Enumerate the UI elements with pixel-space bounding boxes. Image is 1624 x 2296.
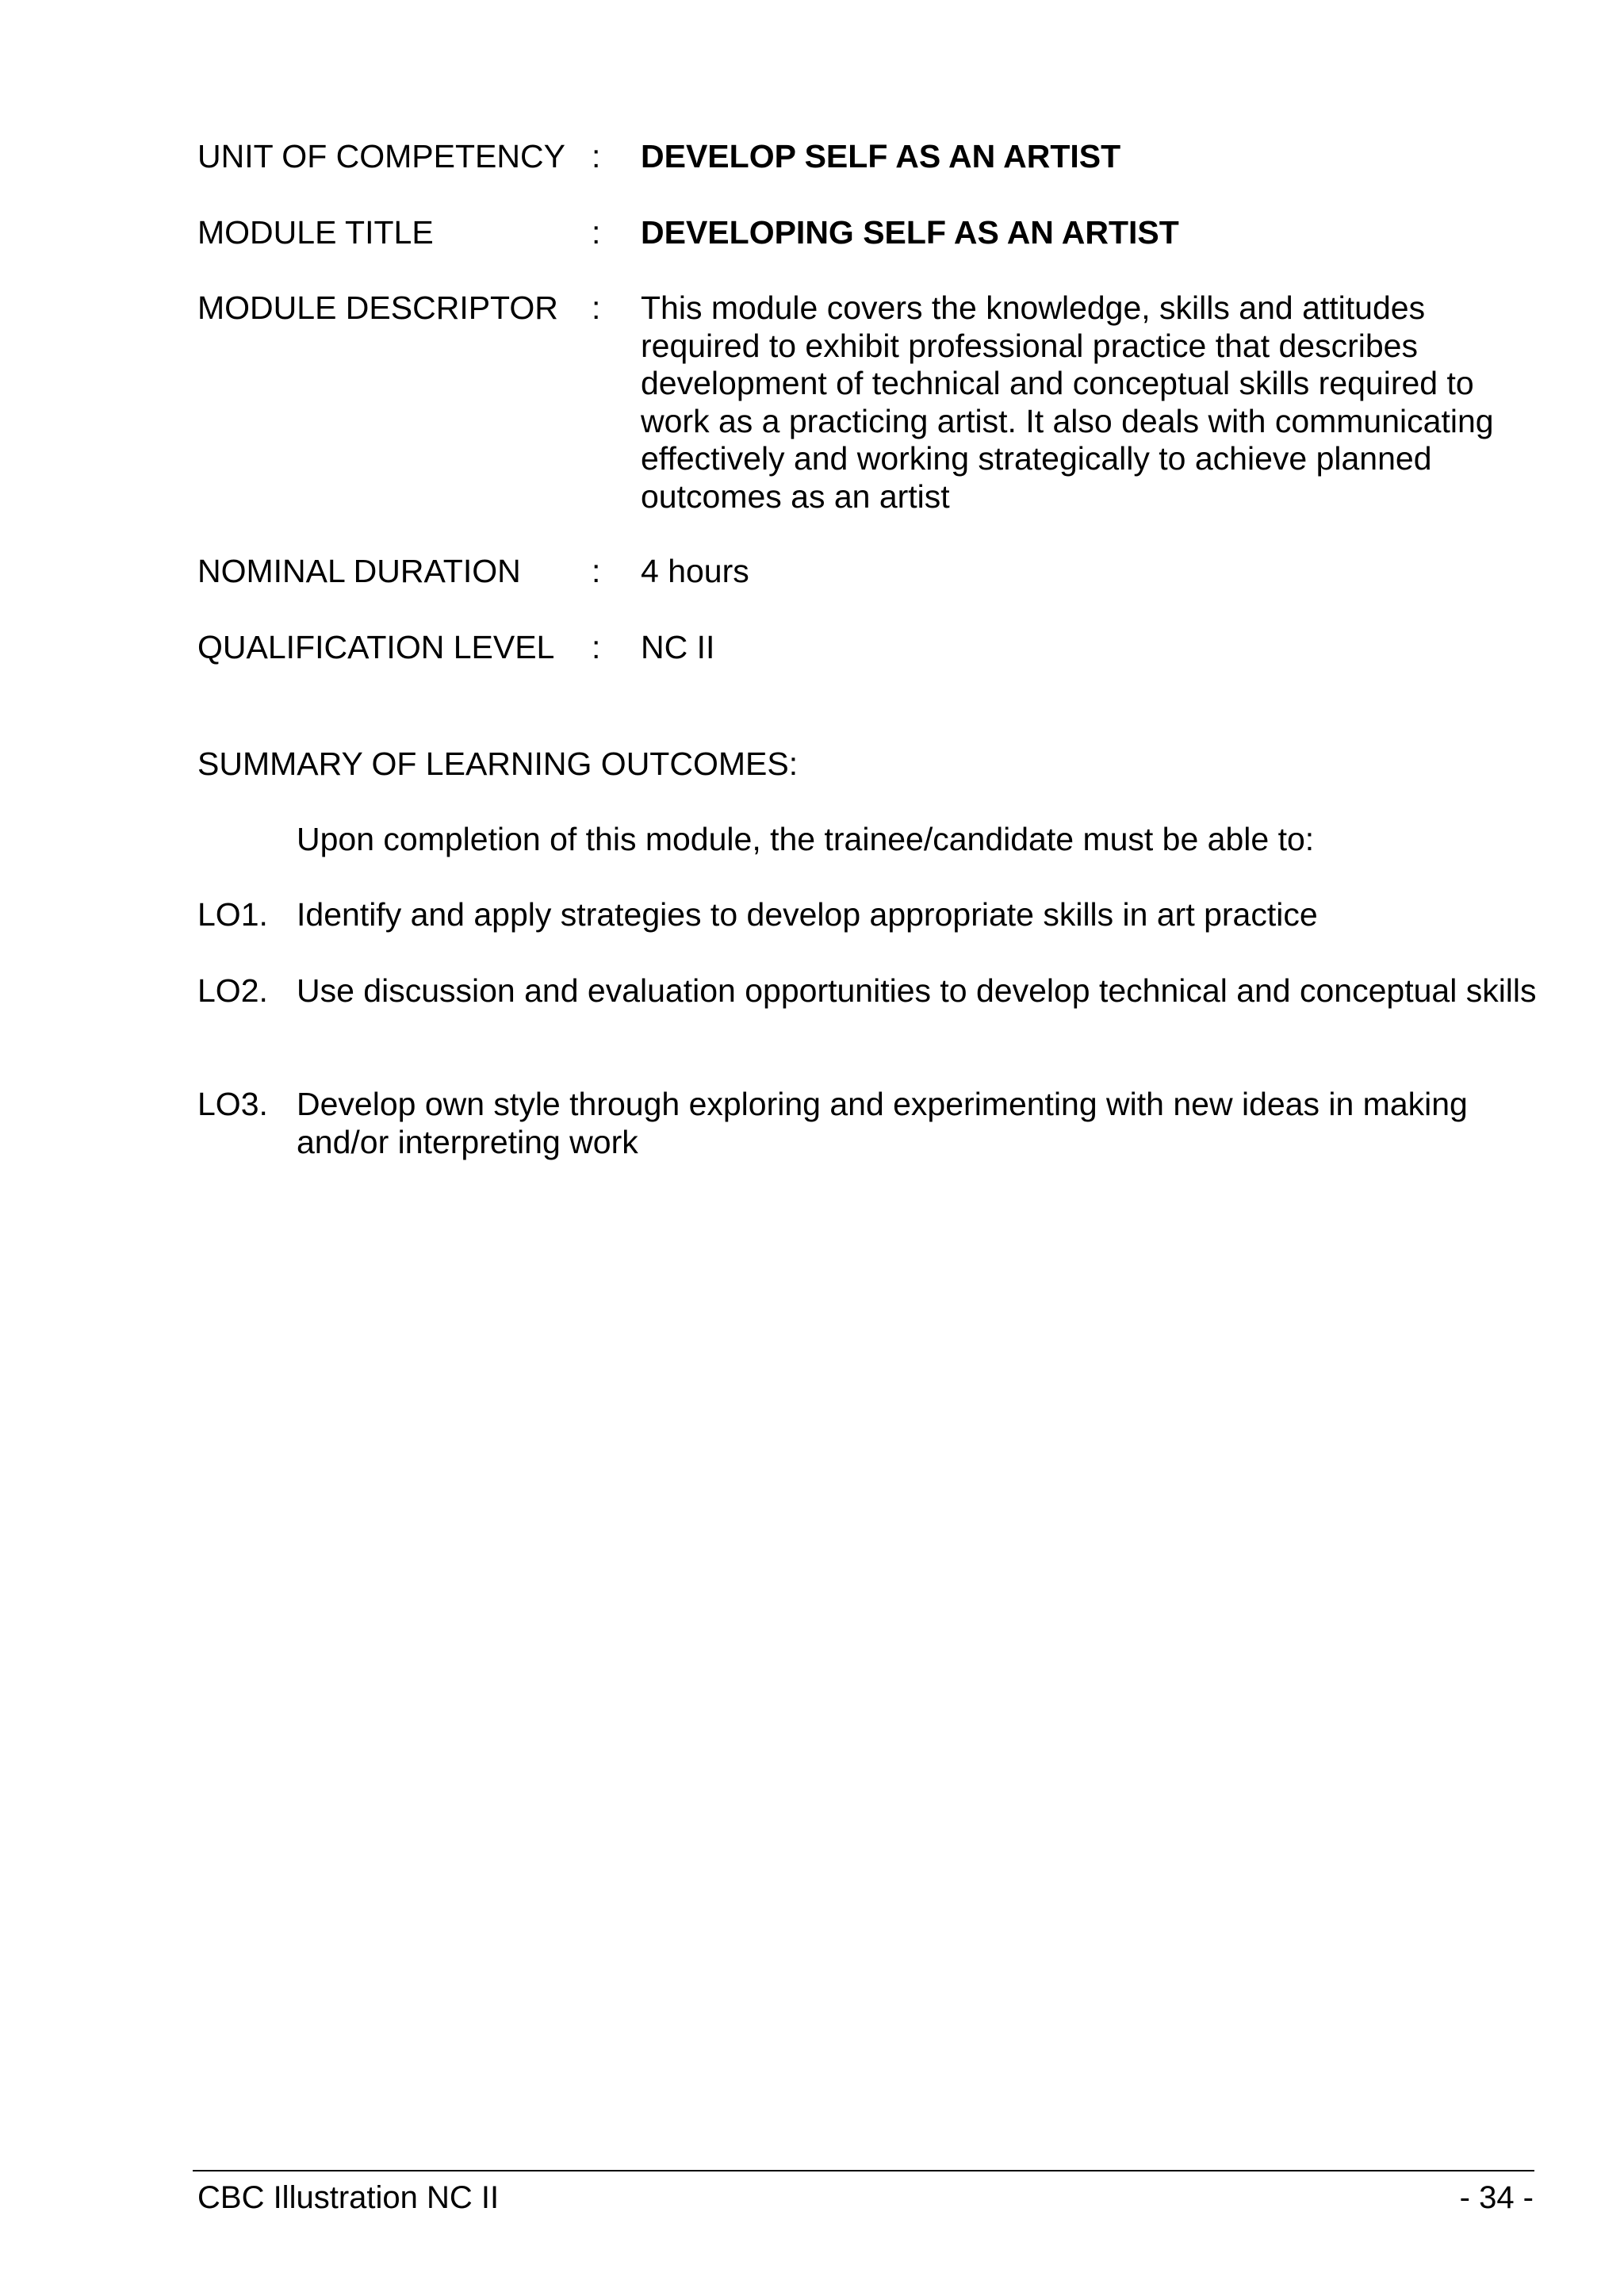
field-label: QUALIFICATION LEVEL	[197, 629, 555, 665]
field-colon: :	[592, 553, 601, 589]
field-colon: :	[592, 138, 601, 174]
field-value: DEVELOP SELF AS AN ARTIST	[641, 138, 1121, 174]
outcome-code: LO3.	[197, 1086, 268, 1122]
field-label: UNIT OF COMPETENCY	[197, 138, 565, 174]
field-value: NC II	[641, 629, 715, 665]
footer-page-number: - 34 -	[1459, 2180, 1534, 2215]
outcome-text: Identify and apply strategies to develop appropriate skills in art practice	[297, 896, 1318, 933]
field-label: MODULE TITLE	[197, 214, 434, 251]
field-colon: :	[592, 629, 601, 665]
field-value: 4 hours	[641, 553, 749, 589]
outcome-code: LO1.	[197, 896, 268, 933]
footer-document-title: CBC Illustration NC II	[197, 2180, 500, 2215]
summary-intro: Upon completion of this module, the trainee/candidate must be able to:	[297, 821, 1315, 857]
field-value: DEVELOPING SELF AS AN ARTIST	[641, 214, 1179, 251]
outcome-code: LO2.	[197, 972, 268, 1009]
outcome-text: Use discussion and evaluation opportunities to develop technical and conceptual skills	[297, 972, 1537, 1009]
footer-divider	[193, 2170, 1534, 2171]
summary-heading: SUMMARY OF LEARNING OUTCOMES:	[197, 746, 799, 782]
outcome-text: Develop own style through exploring and experimenting with new ideas in making and/or interpreting work	[297, 1086, 1468, 1160]
field-label: MODULE DESCRIPTOR	[197, 289, 558, 326]
field-colon: :	[592, 214, 601, 251]
field-label: NOMINAL DURATION	[197, 553, 521, 589]
field-value: This module covers the knowledge, skills and attitudes required to exhibit professional practice that describes development of technical and conceptual skills required to work as a practicing artist. It also deals with communicating effectively and working strategically to achieve planned outcomes as an artist	[641, 289, 1494, 515]
field-colon: :	[592, 289, 601, 326]
